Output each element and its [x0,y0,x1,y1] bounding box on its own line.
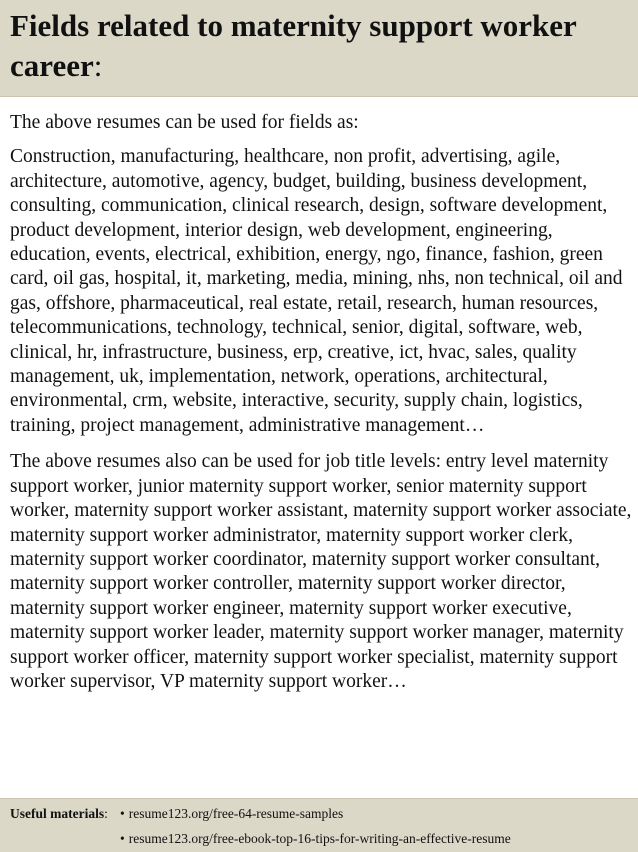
resume-samples-link[interactable]: resume123.org/free-64-resume-samples [128,806,344,821]
page-title-text: Fields related to maternity support worker career [10,8,577,83]
intro-text: The above resumes can be used for fields as: [10,112,359,133]
useful-material-item [120,804,511,824]
ebook-tips-link[interactable]: resume123.org/free-ebook-top-16-tips-for-writing-an-effective-resume [128,831,511,846]
bullet-icon: • [120,806,125,821]
useful-materials-list [120,804,511,849]
footer-banner [0,798,638,852]
useful-materials-label-text: Useful materials [10,806,105,821]
useful-materials-label-colon: : [104,806,108,821]
job-levels-text: The above resumes also can be used for job title levels: entry level maternity support worker, junior maternity support worker, senior maternity support worker, maternity support worker assistant, maternity support worker associate, maternity support worker administrator, maternity support worker clerk, maternity support worker coordinator, maternity support worker consultant, maternity support worker controller, maternity support worker director, maternity support worker engineer, maternity support worker executive, maternity support worker leader, maternity support worker manager, maternity support worker officer, maternity support worker specialist, maternity support worker supervisor, VP maternity support worker… [10,451,632,692]
useful-materials-label [10,804,108,824]
bullet-icon: • [120,831,125,846]
body-content [10,111,632,694]
page-title-colon: : [93,48,103,83]
useful-material-item [120,829,511,849]
fields-list: Construction, manufacturing, healthcare, non profit, advertising, agile, architecture, automotive, agency, budget, building, business development, consulting, communication, clinical research, design, software development, product development, interior design, web development, engineering, education, events, electrical, exhibition, energy, ngo, finance, fashion, green card, oil gas, hospital, it, marketing, media, mining, nhs, non technical, oil and gas, offshore, pharmaceutical, real estate, retail, research, human resources, telecommunications, technology, technical, senior, digital, software, web, clinical, hr, infrastructure, business, erp, creative, ict, hvac, sales, quality management, uk, implementation, network, operations, architectural, environmental, crm, website, interactive, security, supply chain, logistics, training, project management, administrative management… [10,146,623,436]
title-banner [0,0,638,97]
page-title [10,6,630,86]
